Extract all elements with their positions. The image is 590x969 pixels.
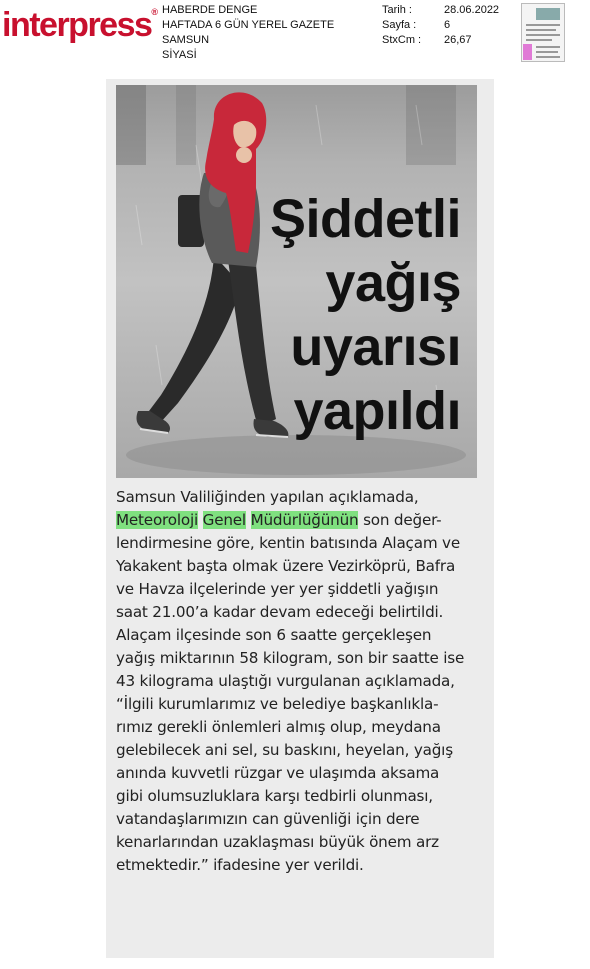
keyword-highlight: Müdürlüğünün	[250, 511, 359, 529]
registered-mark: ®	[151, 7, 159, 17]
news-clipping	[106, 79, 494, 958]
article-line: rımız gerekli önlemleri almış olup, meydana	[116, 718, 441, 736]
article-line: Alaçam ilçesinde son 6 saatte gerçekleşen	[116, 626, 432, 644]
article-line: gibi olumsuzluklara karşı tedbirli olunması,	[116, 787, 433, 805]
clip-metadata	[382, 3, 499, 48]
headline-line: uyarısı	[290, 317, 461, 377]
interpress-logo: interpress®	[2, 6, 159, 44]
article-line: ve Havza ilçelerinde yer yer şiddetli yağışın	[116, 580, 439, 598]
keyword-highlight: Meteoroloji	[116, 511, 198, 529]
article-headline	[270, 187, 461, 443]
article-line: saat 21.00’a kadar devam edeceği belirtildi.	[116, 603, 444, 621]
article-line: Yakakent başta olmak üzere Vezirköprü, Bafra	[116, 557, 456, 575]
article-line: yağış miktarının 58 kilogram, son bir saatte ise	[116, 649, 465, 667]
article-line: anında kuvvetli rüzgar ve ulaşımda aksama	[116, 764, 440, 782]
publication-frequency: HAFTADA 6 GÜN YEREL GAZETE	[162, 19, 335, 31]
page-thumbnail[interactable]	[521, 3, 565, 62]
publication-category: SİYASİ	[162, 49, 197, 61]
page-value: 6	[444, 19, 451, 31]
article-line: “İlgili kurumlarımız ve belediye başkanlıkla-	[116, 695, 439, 713]
date-value: 28.06.2022	[444, 4, 500, 16]
news-photo	[116, 85, 477, 478]
keyword-highlight: Genel	[202, 511, 246, 529]
article-line: etmektedir.” ifadesine yer verildi.	[116, 856, 364, 874]
stxcm-value: 26,67	[444, 34, 472, 46]
meta-row-date: Tarih : 28.06.2022	[382, 4, 500, 16]
publication-name: HABERDE DENGE	[162, 4, 258, 16]
headline-line: yapıldı	[293, 381, 461, 441]
article-line: 43 kilograma ulaştığı vurgulanan açıklamada,	[116, 672, 455, 690]
article-line: Samsun Valiliğinden yapılan açıklamada,	[116, 488, 419, 506]
publication-info	[162, 3, 334, 63]
clip-position-marker	[523, 44, 532, 60]
headline-line: Şiddetli	[269, 189, 461, 249]
meta-row-page: Sayfa : 6	[382, 19, 451, 31]
article-line: gelebilecek ani sel, su baskını, heyelan, yağış	[116, 741, 453, 759]
headline-line: yağış	[325, 253, 461, 313]
article-body	[116, 486, 486, 877]
publication-city: SAMSUN	[162, 34, 210, 46]
meta-row-stxcm: StxCm : 26,67	[382, 34, 472, 46]
article-line: vatandaşlarımızın can güvenliği için dere	[116, 810, 420, 828]
article-line: Meteoroloji Genel Müdürlüğünün son değer-	[116, 511, 442, 529]
article-line: lendirmesine göre, kentin batısında Alaçam ve	[116, 534, 460, 552]
article-line: kenarlarından uzaklaşması büyük önem arz	[116, 833, 439, 851]
